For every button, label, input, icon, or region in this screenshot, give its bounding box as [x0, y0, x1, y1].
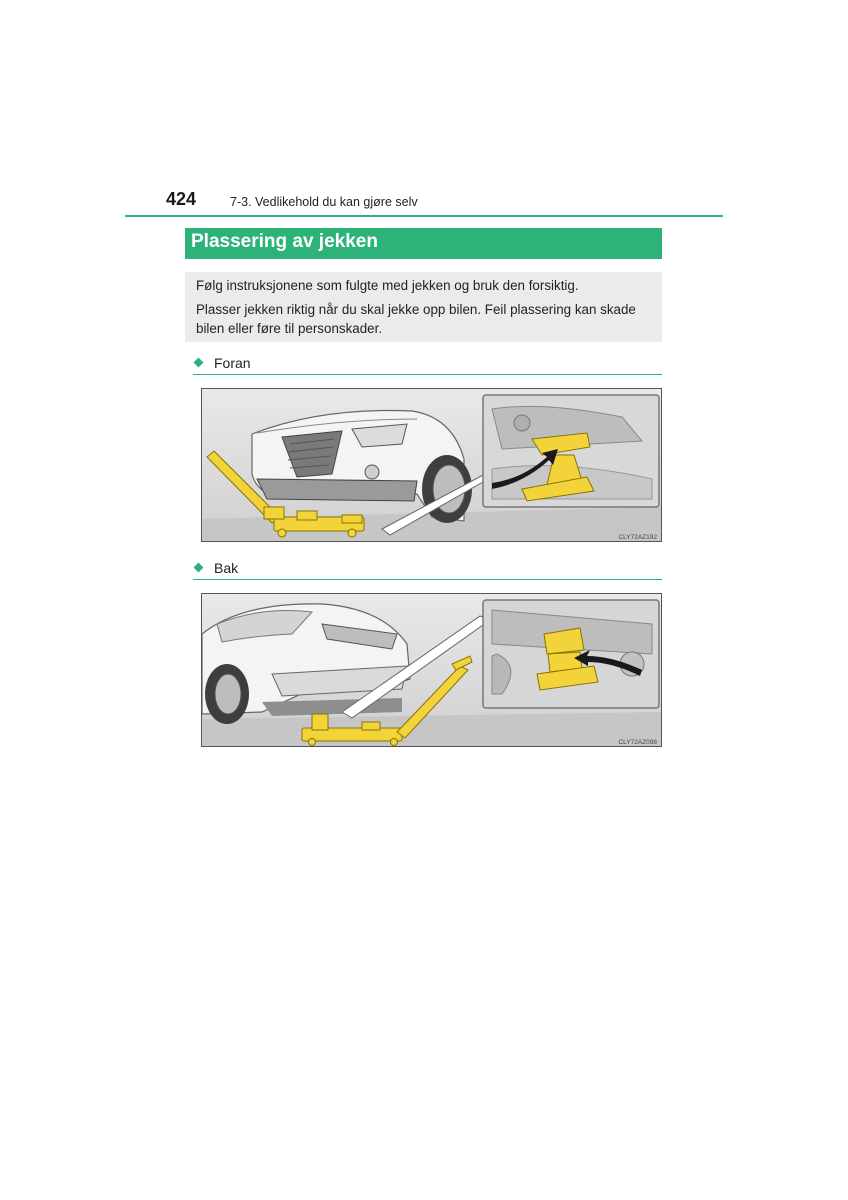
- note-line-1: Følg instruksjonene som fulgte med jekken og bruk den forsiktig.: [196, 278, 579, 293]
- title-bar: [185, 228, 662, 259]
- figure-rear-code: CLY72AZ098: [618, 739, 657, 746]
- front-jack-illustration: [202, 389, 662, 542]
- diamond-bullet-icon: [194, 563, 204, 573]
- rear-jack-illustration: [202, 594, 662, 747]
- figure-front-jack: [201, 388, 662, 542]
- note-box: [185, 272, 662, 342]
- note-line-2: Plasser jekken riktig når du skal jekke opp bilen. Feil plassering kan skade bilen eller føre til personskader.: [196, 301, 636, 336]
- subsection-front: [193, 354, 662, 375]
- subsection-rear: [193, 559, 662, 580]
- section-reference: 7-3. Vedlikehold du kan gjøre selv: [230, 195, 418, 209]
- page-title: Plassering av jekken: [191, 231, 378, 252]
- subsection-rear-label: Bak: [214, 560, 239, 576]
- header-divider: [125, 215, 723, 217]
- page-number: 424: [166, 189, 197, 209]
- subsection-front-label: Foran: [214, 355, 251, 371]
- figure-rear-jack: [201, 593, 662, 747]
- figure-front-code: CLY72AZ192: [618, 534, 657, 541]
- diamond-bullet-icon: [194, 358, 204, 368]
